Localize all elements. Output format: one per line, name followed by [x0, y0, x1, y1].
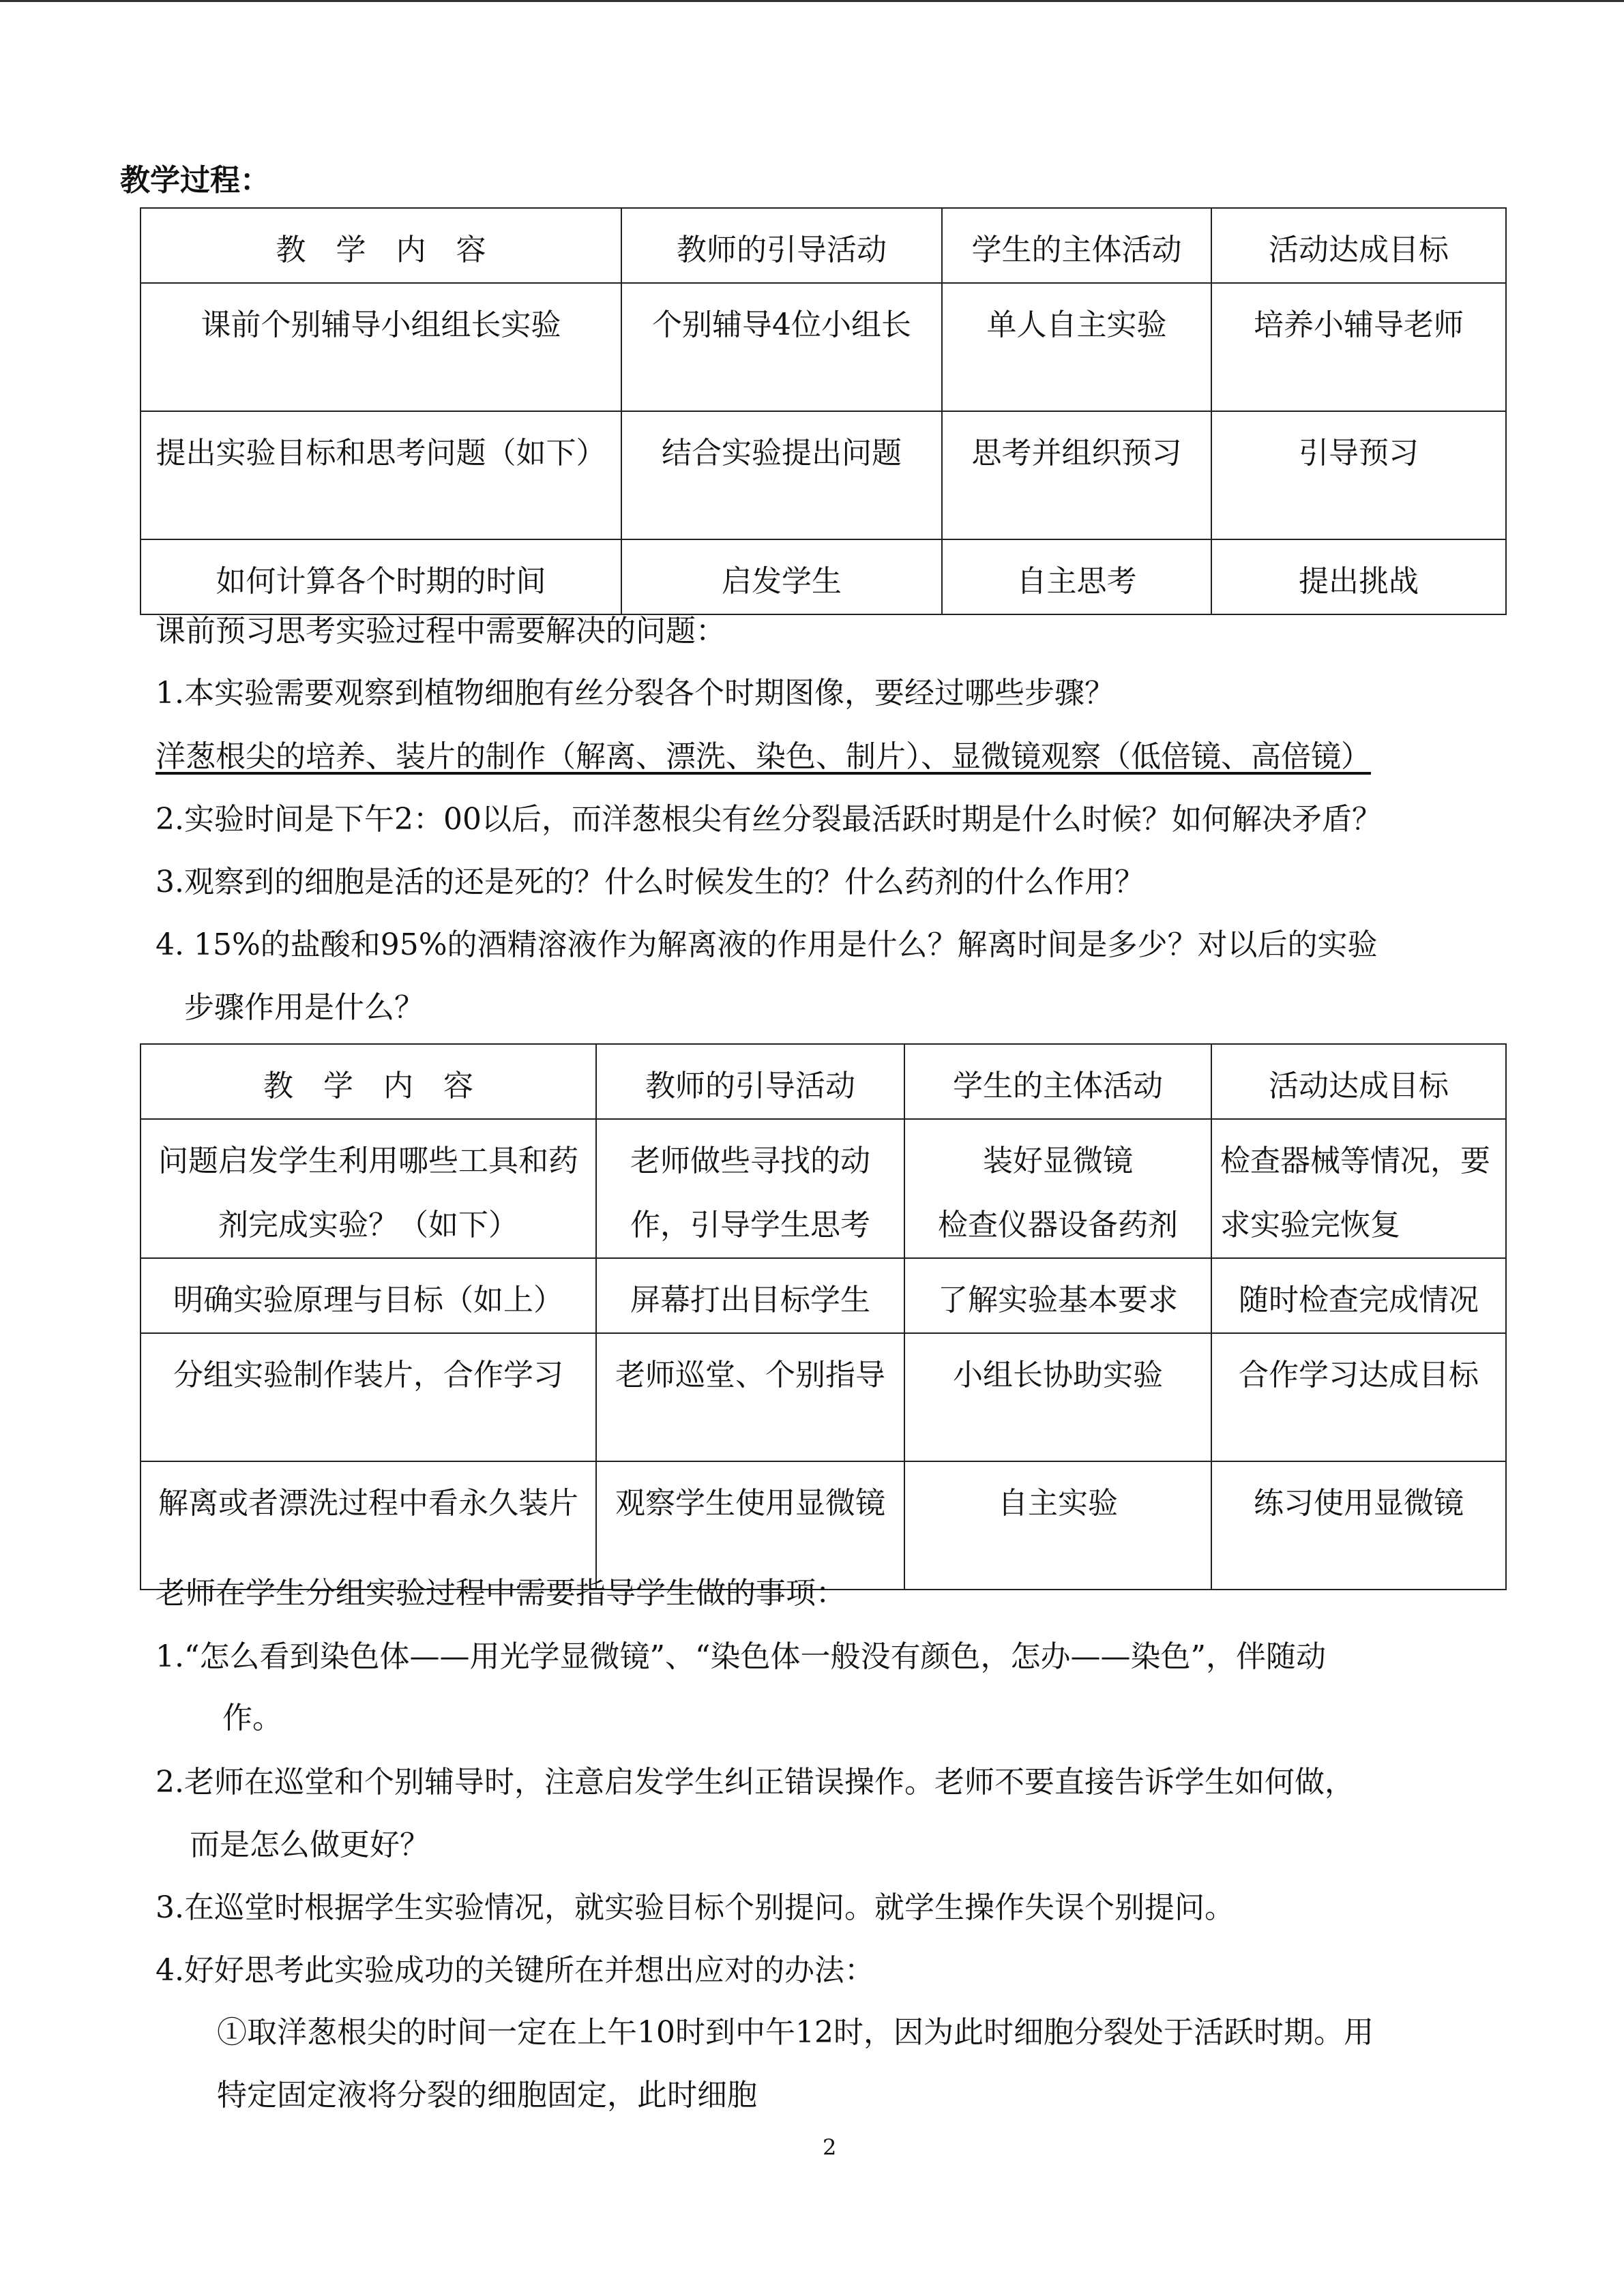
table-cell: 问题启发学生利用哪些工具和药剂完成实验？（如下） — [141, 1119, 596, 1258]
guidance-2-line-1: 2.老师在巡堂和个别辅导时，注意启发学生纠正错误操作。老师不要直接告诉学生如何做， — [156, 1765, 1355, 1800]
table-cell: 个别辅导4位小组长 — [621, 283, 942, 411]
teaching-table-1 — [140, 207, 1507, 615]
table-row — [141, 1333, 1506, 1461]
header-cell: 活动达成目标 — [1211, 208, 1506, 283]
guidance-2-line-2: 而是怎么做更好？ — [190, 1828, 430, 1862]
guidance-1-line-2: 作。 — [222, 1701, 282, 1735]
question-4-line-2: 步骤作用是什么？ — [184, 990, 424, 1025]
guidance-4: 4.好好思考此实验成功的关键所在并想出应对的办法： — [156, 1953, 874, 1988]
header-cell: 学生的主体活动 — [942, 208, 1211, 283]
header-cell: 教 学 内 容 — [141, 1044, 596, 1119]
header-cell: 教 学 内 容 — [141, 208, 621, 283]
table-row — [141, 283, 1506, 411]
table-cell: 随时检查完成情况 — [1211, 1258, 1506, 1333]
table-row — [141, 539, 1506, 614]
page-top-border — [0, 0, 1624, 2]
table-cell: 如何计算各个时期的时间 — [141, 539, 621, 614]
table-cell: 引导预习 — [1211, 411, 1506, 539]
table-cell: 观察学生使用显微镜 — [596, 1461, 904, 1590]
table-cell: 自主思考 — [942, 539, 1211, 614]
section-heading: 教学过程： — [120, 163, 270, 198]
preview-intro: 课前预习思考实验过程中需要解决的问题： — [156, 614, 726, 648]
table-cell: 单人自主实验 — [942, 283, 1211, 411]
table-header-row — [141, 1044, 1506, 1119]
guidance-4-1-line-1: ①取洋葱根尖的时间一定在上午10时到中午12时，因为此时细胞分裂处于活跃时期。用 — [217, 2015, 1374, 2050]
table-cell: 思考并组织预习 — [942, 411, 1211, 539]
header-cell: 教师的引导活动 — [621, 208, 942, 283]
guidance-3: 3.在巡堂时根据学生实验情况，就实验目标个别提问。就学生操作失误个别提问。 — [156, 1890, 1235, 1925]
header-cell: 活动达成目标 — [1211, 1044, 1506, 1119]
answer-1: 洋葱根尖的培养、装片的制作（解离、漂洗、染色、制片）、显微镜观察（低倍镜、高倍镜） — [156, 739, 1371, 774]
table-cell: 解离或者漂洗过程中看永久装片 — [141, 1461, 596, 1590]
table-cell: 结合实验提出问题 — [621, 411, 942, 539]
table-cell: 提出实验目标和思考问题（如下） — [141, 411, 621, 539]
table-row — [141, 411, 1506, 539]
question-1: 1.本实验需要观察到植物细胞有丝分裂各个时期图像，要经过哪些步骤？ — [156, 676, 1114, 711]
table-header-row — [141, 208, 1506, 283]
table-cell: 自主实验 — [904, 1461, 1211, 1590]
table-cell: 合作学习达成目标 — [1211, 1333, 1506, 1461]
header-cell: 学生的主体活动 — [904, 1044, 1211, 1119]
table-row — [141, 1258, 1506, 1333]
table-row — [141, 1119, 1506, 1258]
table-cell: 检查器械等情况，要求实验完恢复 — [1211, 1119, 1506, 1258]
question-4-line-1: 4. 15%的盐酸和95%的酒精溶液作为解离液的作用是什么？解离时间是多少？对以后的实验 — [156, 927, 1378, 962]
table-row — [141, 1461, 1506, 1590]
table-cell: 启发学生 — [621, 539, 942, 614]
table-cell: 练习使用显微镜 — [1211, 1461, 1506, 1590]
guidance-4-1-line-2: 特定固定液将分裂的细胞固定，此时细胞 — [217, 2078, 757, 2113]
table-cell: 老师巡堂、个别指导 — [596, 1333, 904, 1461]
header-cell: 教师的引导活动 — [596, 1044, 904, 1119]
guidance-intro: 老师在学生分组实验过程中需要指导学生做的事项： — [156, 1576, 846, 1611]
table-cell: 提出挑战 — [1211, 539, 1506, 614]
page-number: 2 — [823, 2134, 837, 2160]
table-cell: 装好显微镜 检查仪器设备药剂 — [904, 1119, 1211, 1258]
table-cell: 老师做些寻找的动作，引导学生思考 — [596, 1119, 904, 1258]
teaching-table-2 — [140, 1043, 1507, 1590]
guidance-1-line-1: 1.“怎么看到染色体——用光学显微镜”、“染色体一般没有颜色，怎办——染色”，伴随动 — [156, 1639, 1326, 1674]
table-cell: 培养小辅导老师 — [1211, 283, 1506, 411]
question-3: 3.观察到的细胞是活的还是死的？什么时候发生的？什么药剂的什么作用？ — [156, 865, 1145, 899]
table-cell: 分组实验制作装片，合作学习 — [141, 1333, 596, 1461]
table-cell: 小组长协助实验 — [904, 1333, 1211, 1461]
table-cell: 屏幕打出目标学生 — [596, 1258, 904, 1333]
question-2: 2.实验时间是下午2：00以后，而洋葱根尖有丝分裂最活跃时期是什么时候？如何解决矛盾？ — [156, 802, 1382, 837]
table-cell: 课前个别辅导小组组长实验 — [141, 283, 621, 411]
table-cell: 明确实验原理与目标（如上） — [141, 1258, 596, 1333]
table-cell: 了解实验基本要求 — [904, 1258, 1211, 1333]
